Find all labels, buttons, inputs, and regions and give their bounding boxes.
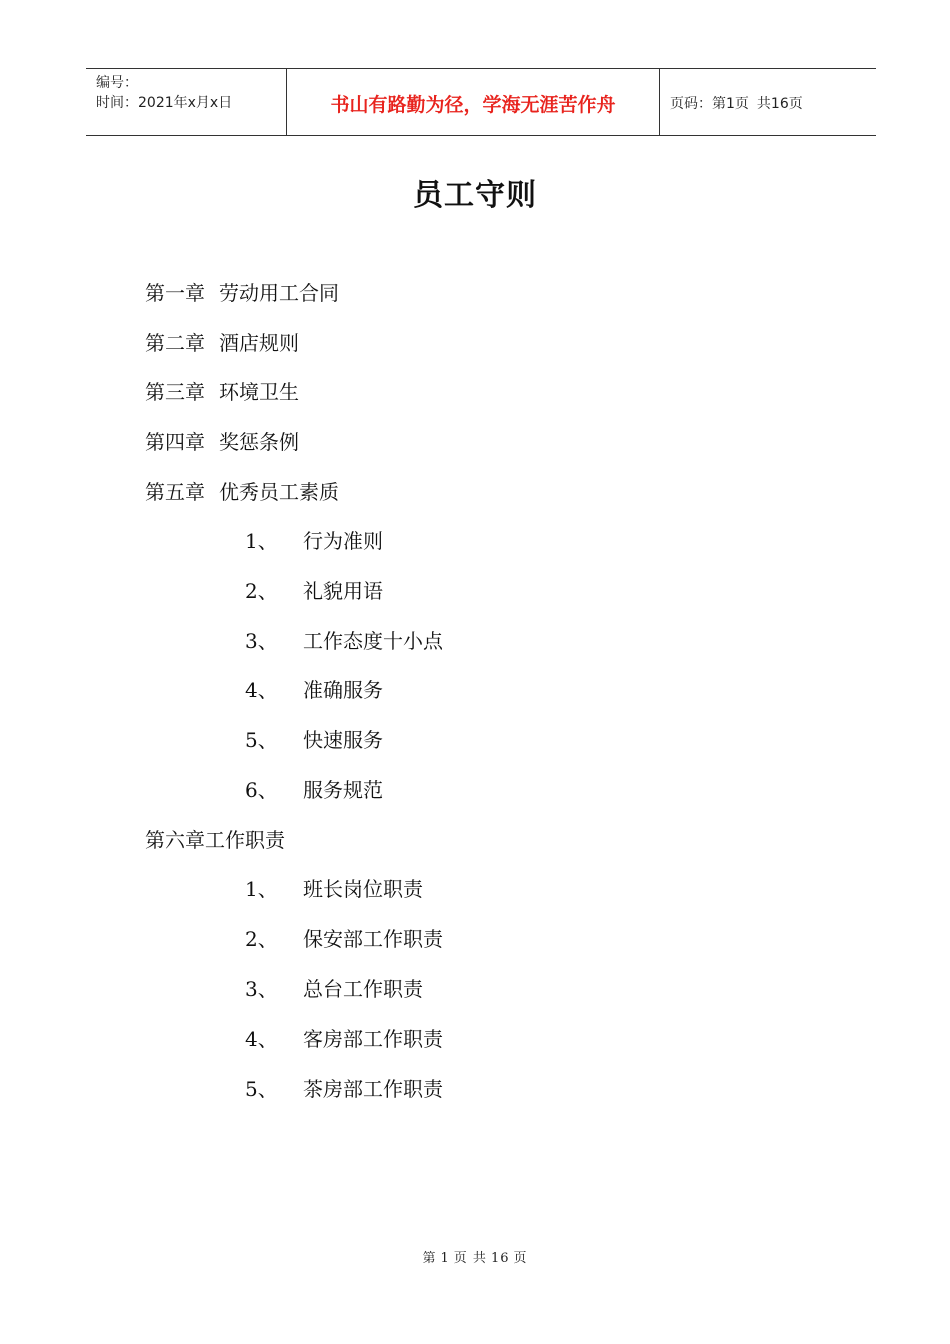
chapter-label: 第三章 — [145, 380, 205, 404]
item-text: 保安部工作职责 — [303, 927, 443, 951]
header-meta — [86, 69, 287, 135]
list-item — [245, 875, 423, 903]
header-page-total: 共16页 — [756, 96, 803, 112]
item-text: 服务规范 — [303, 778, 383, 802]
item-number: 1、 — [245, 529, 278, 553]
chapter-1 — [145, 279, 339, 307]
chapter-name: 劳动用工合同 — [219, 281, 339, 305]
footer-page-number: 1 — [440, 1251, 450, 1266]
chapter-name: 环境卫生 — [219, 380, 299, 404]
item-number: 5、 — [245, 728, 278, 752]
chapter-3 — [145, 378, 299, 406]
chapter-name: 酒店规则 — [219, 331, 299, 355]
list-item — [245, 1075, 443, 1103]
list-item — [245, 726, 383, 754]
document-title: 员工守则 — [413, 178, 537, 213]
list-item — [245, 577, 383, 605]
item-text: 快速服务 — [303, 728, 383, 752]
list-item — [245, 676, 383, 704]
item-text: 工作态度十小点 — [303, 629, 443, 653]
chapter-label: 第五章 — [145, 480, 205, 504]
footer-page-total: 16 — [490, 1251, 510, 1266]
item-number: 4、 — [245, 678, 278, 702]
footer-suffix: 页 — [513, 1251, 528, 1266]
item-text: 茶房部工作职责 — [303, 1077, 443, 1101]
header-motto: 书山有路勤为径，学海无涯苦作舟 — [287, 69, 660, 135]
chapter-name: 优秀员工素质 — [219, 480, 339, 504]
chapter-2 — [145, 329, 299, 357]
item-number: 6、 — [245, 778, 278, 802]
list-item — [245, 776, 383, 804]
item-text: 行为准则 — [303, 529, 383, 553]
document-number: 编号： — [96, 75, 138, 91]
header-page-number: 页码：第1页 — [670, 96, 749, 112]
list-item — [245, 925, 443, 953]
chapter-label: 第四章 — [145, 430, 205, 454]
document-time: 时间：2021年x月x日 — [96, 95, 233, 111]
chapter-name: 奖惩条例 — [219, 430, 299, 454]
header-page-info — [660, 69, 876, 135]
item-text: 礼貌用语 — [303, 579, 383, 603]
list-item — [245, 627, 443, 655]
footer-mid: 页 共 — [453, 1251, 487, 1266]
item-number: 5、 — [245, 1077, 278, 1101]
item-number: 3、 — [245, 629, 278, 653]
chapter-4 — [145, 428, 299, 456]
footer-prefix: 第 — [422, 1251, 437, 1266]
item-text: 客房部工作职责 — [303, 1027, 443, 1051]
chapter-label: 第一章 — [145, 281, 205, 305]
item-number: 1、 — [245, 877, 278, 901]
chapter-5 — [145, 478, 339, 506]
item-text: 总台工作职责 — [303, 977, 423, 1001]
chapter-label: 第二章 — [145, 331, 205, 355]
item-text: 准确服务 — [303, 678, 383, 702]
list-item — [245, 527, 383, 555]
item-number: 2、 — [245, 579, 278, 603]
item-text: 班长岗位职责 — [303, 877, 423, 901]
page-header — [86, 68, 876, 136]
item-number: 2、 — [245, 927, 278, 951]
list-item — [245, 975, 423, 1003]
item-number: 3、 — [245, 977, 278, 1001]
chapter-6: 第六章工作职责 — [145, 828, 285, 852]
page-footer — [0, 1247, 950, 1266]
item-number: 4、 — [245, 1027, 278, 1051]
list-item — [245, 1025, 443, 1053]
